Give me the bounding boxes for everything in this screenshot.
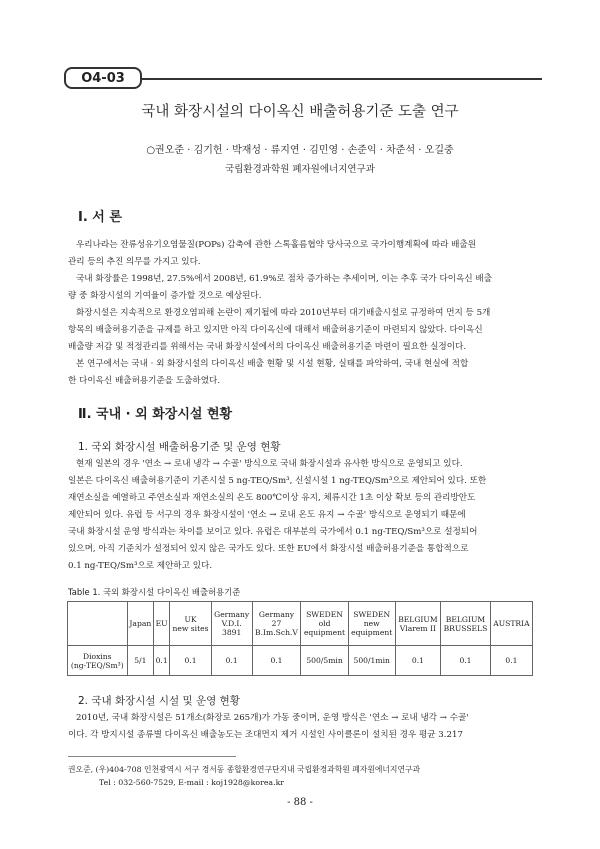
table-cell: 0.1 [490,646,532,676]
session-code-badge [64,67,142,89]
text-line: 항목의 배출허용기준을 규제를 하고 있지만 아직 다이옥신에 대해서 배출허용기준이 마련되지 않았다. 다이옥신 [68,325,483,335]
section-heading-status: Ⅱ. 국내 · 외 화장시설 현황 [78,407,233,422]
text-line: 2010년, 국내 화장시설은 51개소(화장로 265개)가 가동 중이며, 운영 방식은 '연소 → 로내 냉각 → 수골' [76,713,469,723]
text-line: 0.1 ng-TEQ/Sm³으로 제안하고 있다. [68,561,213,571]
text-line: 관리 등의 추진 의무를 가지고 있다. [68,257,201,267]
footnote-contact: Tel : 032-560-7529, E-mail : koj1928@korea.kr [99,778,285,787]
table-cell: 0.1 [154,646,170,676]
table-header-cell: AUSTRIA [490,602,532,646]
footnote-address: 권오준, (우)404-708 인천광역시 서구 경서동 종합환경연구단지내 국립환경과학원 폐자원에너지연구과 [68,765,421,774]
session-code: O4-03 [81,70,125,86]
table-header-cell: BELGIUM Vlarem II [395,602,440,646]
text-line: 화장시설은 지속적으로 환경오염피해 논란이 제기될에 따라 2010년부터 대기배출시설로 규정하여 먼지 등 5개 [76,308,491,318]
paper-title: 국내 화장시설의 다이옥신 배출허용기준 도출 연구 [141,104,459,120]
table-cell: 0.1 [252,646,301,676]
table-cell: Dioxins (ng-TEQ/Sm³) [68,646,128,676]
text-line: 배출량 저감 및 적정관리를 위해서는 국내 화장시설에서의 다이옥신 배출허용기준 마련이 필요한 실정이다. [68,342,467,352]
text-line: 량 중 화장시설의 기여율이 증가할 것으로 예상된다. [68,291,262,301]
domestic-paragraphs [68,710,535,744]
footnote-rule [68,756,236,757]
text-line: 본 연구에서는 국내 · 외 화장시설의 다이옥신 배출 현황 및 시설 현황, 실태를 파악하여, 국내 현실에 적합 [76,359,469,369]
table-header-cell: Germany V.D.I. 3891 [211,602,252,646]
table-header-cell: SWEDEN new equipment [348,602,395,646]
table-cell: 0.1 [395,646,440,676]
table-header-cell: Japan [127,602,154,646]
table-header-row [68,602,533,646]
text-line: 재연소실을 예열하고 주연소실과 재연소실의 온도 800℃이상 유지, 체류시간 1초 이상 확보 등의 관리방안도 [68,493,476,503]
table-cell: 500/5min [301,646,348,676]
table-header-cell: Germany 27 B.Im.Sch.V [252,602,301,646]
text-line: 이다. 각 방지시설 종류별 다이옥신 배출농도는 조대먼지 제거 시설인 사이클론이 설치된 경우 평균 3.217 [68,730,463,740]
subsection-heading-domestic: 2. 국내 화장시설 시설 및 운영 현황 [78,695,240,707]
table-row [68,646,533,676]
subsection-heading-foreign: 1. 국외 화장시설 배출허용기준 및 운영 현황 [78,441,281,453]
section-heading-intro: Ⅰ. 서 론 [78,210,122,225]
author-list: ○권오준 · 김기헌 · 박재성 · 류지연 · 김민영 · 손준익 · 차준석 · 오길중 [146,145,454,156]
dioxin-standards-table [67,601,533,676]
table-header-cell: BELGIUM BRUSSELS [441,602,491,646]
table-header-cell: UK new sites [170,602,212,646]
table-header-cell: EU [154,602,170,646]
table-cell: 0.1 [441,646,491,676]
text-line: 제안되어 있다. 유럽 등 서구의 경우 화장시설이 '연소 → 로내 온도 유지 → 수골' 방식으로 운영되기 때문에 [68,510,466,520]
text-line: 국내 화장률은 1998년, 27.5%에서 2008년, 61.9%로 점차 증가하는 추세이며, 이는 추후 국가 다이옥신 배출 [76,274,493,284]
text-line: 일본은 다이옥신 배출허용기준이 기존시설 5 ng-TEQ/Sm³, 신설시설 1 ng-TEQ/Sm³으로 제안되어 있다. 또한 [68,476,487,486]
text-line: 현재 일본의 경우 '연소 → 로내 냉각 → 수골' 방식으로 국내 화장시설과 유사한 방식으로 운영되고 있다. [76,459,463,469]
text-line: 국내 화장시설 운영 방식과는 차이를 보이고 있다. 유럽은 대부분의 국가에서 0.1 ng-TEQ/Sm³으로 설정되어 [68,527,478,537]
text-line: 우리나라는 잔류성유기오염물질(POPs) 감축에 관한 스톡홀름협약 당사국으로 국가이행계획에 따라 배출원 [76,240,477,250]
table-cell: 500/1min [348,646,395,676]
table-header-cell [68,602,128,646]
foreign-paragraphs [68,456,535,575]
affiliation: 국립환경과학원 폐자원에너지연구과 [225,164,375,175]
table-header-cell: SWEDEN old equipment [301,602,348,646]
table-cell: 0.1 [170,646,212,676]
table-caption: Table 1. 국외 화장시설 다이옥신 배출허용기준 [68,587,241,597]
text-line: 있으며, 아직 기준치가 설정되어 있지 않은 국가도 있다. 또한 EU에서 화장시설 배출허용기준을 통합적으로 [68,544,469,554]
header-rule [142,78,542,80]
page-number: - 88 - [287,797,313,808]
table-cell: 0.1 [211,646,252,676]
table-cell: 5/1 [127,646,154,676]
intro-paragraphs [68,237,535,390]
text-line: 한 다이옥신 배출허용기준을 도출하였다. [68,376,221,386]
